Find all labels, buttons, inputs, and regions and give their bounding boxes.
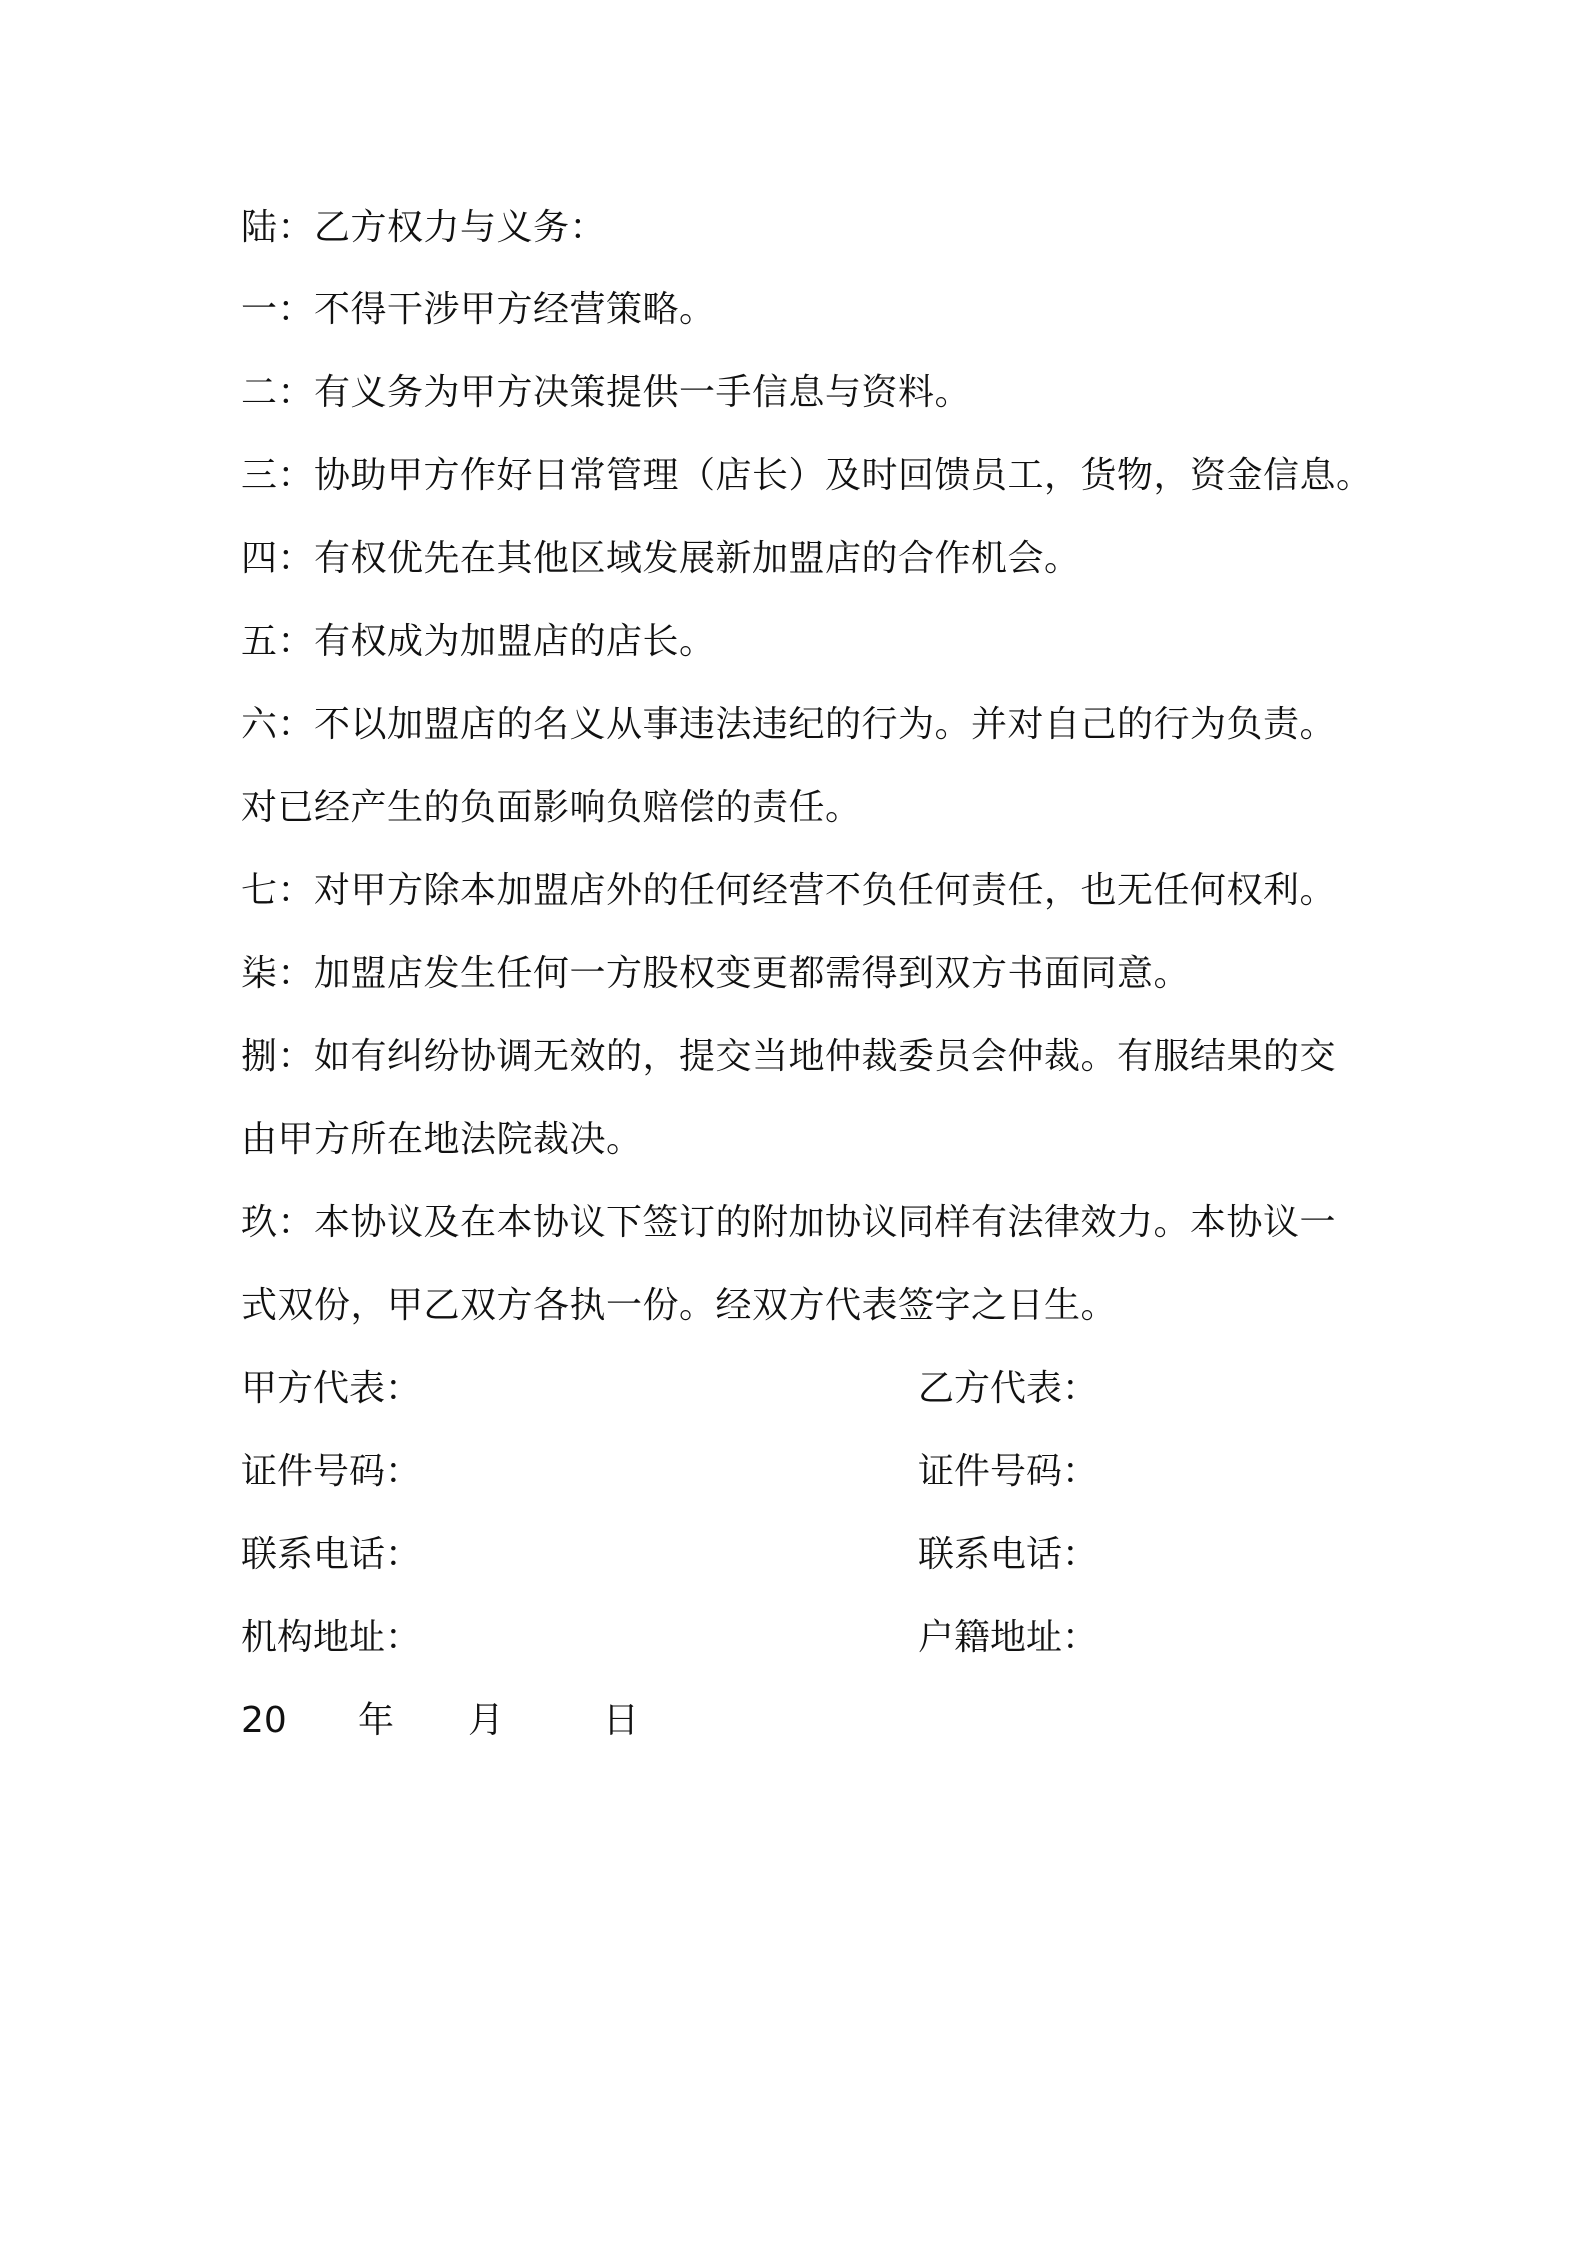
clause-jiu: 玖：本协议及在本协议下签订的附加协议同样有法律效力。本协议一 (241, 1202, 1337, 1243)
clause-6: 六：不以加盟店的名义从事违法违纪的行为。并对自己的行为负责。 (241, 704, 1337, 745)
party-b-address-label: 户籍地址： (918, 1617, 1099, 1658)
date-year-prefix: 20 (241, 1700, 287, 1741)
party-b-phone-label: 联系电话： (918, 1534, 1099, 1575)
date-month-label: 月 (468, 1700, 505, 1741)
clause-jiu-continued: 式双份，甲乙双方各执一份。经双方代表签字之日生。 (241, 1285, 1118, 1326)
date-year-label: 年 (358, 1700, 395, 1741)
clause-7: 七：对甲方除本加盟店外的任何经营不负任何责任，也无任何权利。 (241, 870, 1337, 911)
clause-6-continued: 对已经产生的负面影响负赔偿的责任。 (241, 787, 862, 828)
party-a-representative-label: 甲方代表： (241, 1368, 422, 1409)
clause-3: 三：协助甲方作好日常管理（店长）及时回馈员工，货物，资金信息。 (241, 455, 1373, 496)
date-day-label: 日 (603, 1700, 640, 1741)
clause-1: 一：不得干涉甲方经营策略。 (241, 289, 716, 330)
clause-2: 二：有义务为甲方决策提供一手信息与资料。 (241, 372, 972, 413)
clause-5: 五：有权成为加盟店的店长。 (241, 621, 716, 662)
clause-4: 四：有权优先在其他区域发展新加盟店的合作机会。 (241, 538, 1081, 579)
party-a-address-label: 机构地址： (241, 1617, 422, 1658)
section-heading: 陆：乙方权力与义务： (241, 207, 607, 248)
clause-qi: 柒：加盟店发生任何一方股权变更都需得到双方书面同意。 (241, 953, 1191, 994)
party-a-id-label: 证件号码： (241, 1451, 422, 1492)
party-b-id-label: 证件号码： (918, 1451, 1099, 1492)
clause-ba: 捌：如有纠纷协调无效的，提交当地仲裁委员会仲裁。有服结果的交 (241, 1036, 1337, 1077)
clause-ba-continued: 由甲方所在地法院裁决。 (241, 1119, 643, 1160)
party-a-phone-label: 联系电话： (241, 1534, 422, 1575)
party-b-representative-label: 乙方代表： (918, 1368, 1099, 1409)
